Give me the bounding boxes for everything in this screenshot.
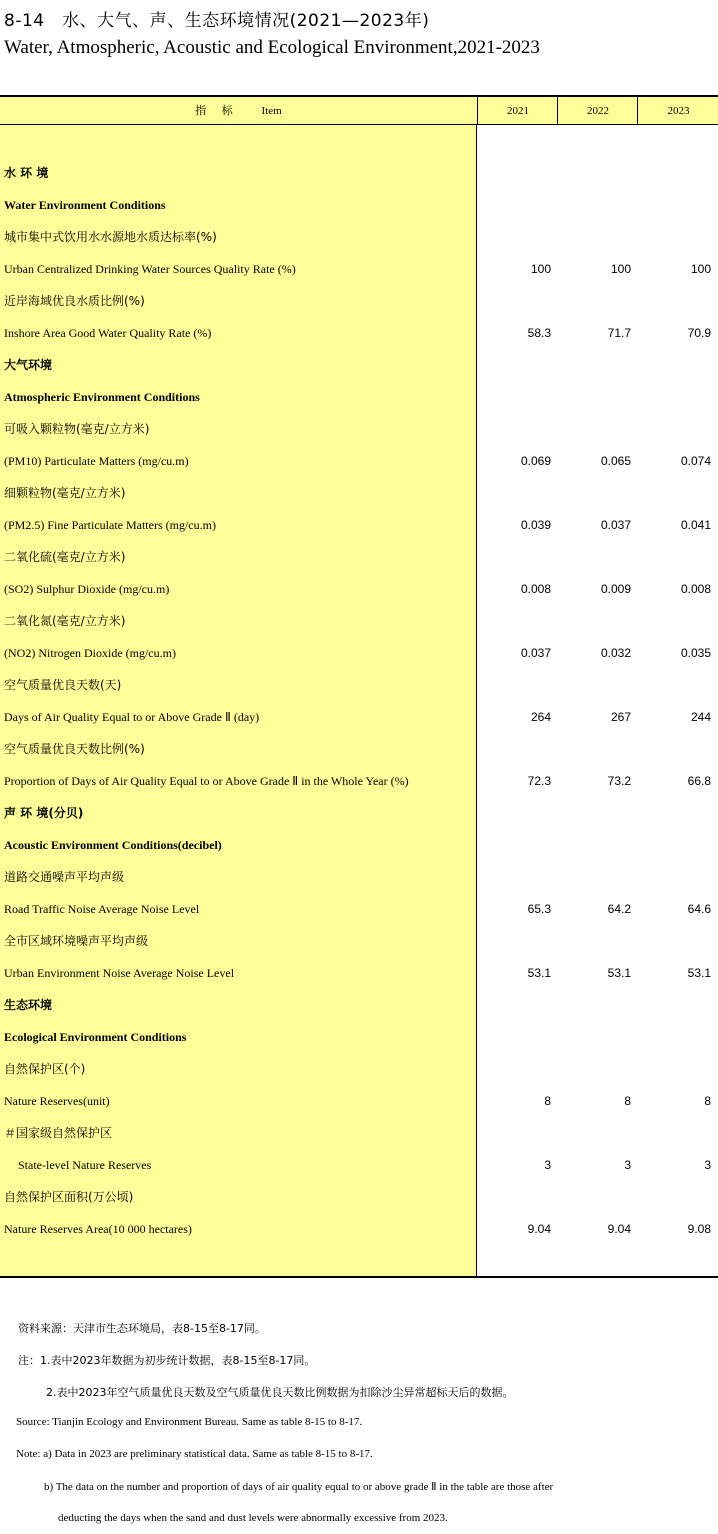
year-header-2021: 2021 [477,97,558,125]
row-label: 水 环 境 [4,166,49,180]
row-value-2023 [637,285,711,317]
row-value-2023 [637,1021,711,1053]
row-label: 空气质量优良天数比例(%) [4,742,145,756]
table-row [0,509,718,541]
row-value-2023 [637,1181,711,1213]
row-label: Ecological Environment Conditions [4,1030,187,1044]
row-value-2022: 0.009 [600,582,631,596]
row-label: 自然保护区面积(万公顷) [4,1190,134,1204]
row-value-2022 [557,829,631,861]
row-value-2022 [557,797,631,829]
row-value-2021: 58.3 [527,326,551,340]
row-value-2023 [637,349,711,381]
table-row [0,829,718,861]
table-rows [0,157,718,1245]
row-value-2023 [637,669,711,701]
row-label: Proportion of Days of Air Quality Equal to or Above Grade Ⅱ in the Whole Year (%) [4,774,409,788]
row-value-2023: 244 [690,710,711,724]
row-value-2021: 65.3 [527,902,551,916]
row-label: Days of Air Quality Equal to or Above Grade Ⅱ (day) [4,710,260,724]
note-source-en: Source: Tianjin Ecology and Environment Bureau. Same as table 8-15 to 8-17. [16,1416,363,1428]
row-label: 空气质量优良天数(天) [4,678,122,692]
row-label: Urban Environment Noise Average Noise Level [4,966,235,980]
table-row [0,317,718,349]
note-a-en: Note: a) Data in 2023 are preliminary statistical data. Same as table 8-15 to 8-17. [16,1448,373,1460]
table-bottom-rule [0,1276,718,1278]
row-value-2021 [477,1021,551,1053]
table-row [0,1149,718,1181]
table-row [0,765,718,797]
row-value-2023: 0.041 [680,518,711,532]
row-value-2023: 9.08 [687,1222,711,1236]
row-value-2023 [637,157,711,189]
row-value-2023 [637,1117,711,1149]
row-value-2022 [557,477,631,509]
table-header [0,95,718,125]
row-value-2023: 66.8 [687,774,711,788]
row-label: 二氧化氮(毫克/立方米) [4,614,126,628]
row-value-2021: 264 [530,710,551,724]
note-1-cn: 注：1.表中2023年数据为初步统计数据，表8-15至8-17同。 [18,1354,316,1367]
row-value-2021: 3 [544,1158,551,1172]
table-row [0,925,718,957]
table-row [0,189,718,221]
note-source-cn: 资料来源：天津市生态环境局，表8-15至8-17同。 [18,1322,266,1335]
note-b-en: b) The data on the number and proportion of days of air quality equal to or above grade Ⅱ in the table are those after [44,1481,554,1493]
row-value-2022: 0.065 [600,454,631,468]
year-header-2022: 2022 [557,97,638,125]
row-value-2023: 0.035 [680,646,711,660]
row-value-2021 [477,285,551,317]
row-value-2023: 0.008 [680,582,711,596]
row-value-2022 [557,1181,631,1213]
row-label: Road Traffic Noise Average Noise Level [4,902,200,916]
table-row [0,477,718,509]
row-value-2023: 0.074 [680,454,711,468]
row-label: 声 环 境(分贝) [4,806,84,820]
row-value-2021 [477,605,551,637]
row-value-2022 [557,1021,631,1053]
row-label: Acoustic Environment Conditions(decibel) [4,838,222,852]
row-value-2022 [557,669,631,701]
row-label: 生态环境 [4,998,53,1012]
row-value-2022: 64.2 [607,902,631,916]
note-2-cn: 2.表中2023年空气质量优良天数及空气质量优良天数比例数据为扣除沙尘异常超标天后的数据。 [46,1386,514,1399]
row-value-2023: 3 [704,1158,711,1172]
row-label: 道路交通噪声平均声级 [4,870,125,884]
row-value-2023: 100 [690,262,711,276]
row-label: Nature Reserves Area(10 000 hectares) [4,1222,192,1236]
page-title-english: Water, Atmospheric, Acoustic and Ecological Environment,2021-2023 [4,37,540,58]
table-row [0,221,718,253]
row-value-2022 [557,733,631,765]
row-value-2021 [477,989,551,1021]
row-value-2023: 70.9 [687,326,711,340]
row-label: 城市集中式饮用水水源地水质达标率(%) [4,230,217,244]
table-row [0,1021,718,1053]
row-value-2023: 8 [704,1094,711,1108]
table-row [0,1085,718,1117]
row-value-2022 [557,605,631,637]
year-header-2023: 2023 [637,97,718,125]
note-b-cont-en: deducting the days when the sand and dust levels were abnormally excessive from 2023. [58,1512,448,1524]
row-label: (SO2) Sulphur Dioxide (mg/cu.m) [4,582,170,596]
row-value-2021 [477,829,551,861]
row-value-2021 [477,1117,551,1149]
table-row [0,701,718,733]
row-value-2021 [477,157,551,189]
table-row [0,605,718,637]
row-value-2022: 9.04 [607,1222,631,1236]
table-row [0,381,718,413]
table-row [0,413,718,445]
table-row [0,157,718,189]
row-label: 近岸海域优良水质比例(%) [4,294,145,308]
row-label: 大气环境 [4,358,53,372]
row-value-2022 [557,541,631,573]
row-value-2023 [637,1053,711,1085]
row-value-2021 [477,541,551,573]
row-value-2023 [637,541,711,573]
table-row [0,861,718,893]
page-title-chinese: 8-14 水、大气、声、生态环境情况(2021—2023年) [4,11,430,31]
row-value-2021 [477,669,551,701]
row-value-2023 [637,989,711,1021]
row-value-2023 [637,733,711,765]
row-value-2022 [557,1053,631,1085]
row-value-2022 [557,861,631,893]
row-value-2022 [557,189,631,221]
row-label: 全市区域环境噪声平均声级 [4,934,149,948]
table-row [0,1117,718,1149]
row-value-2023 [637,189,711,221]
row-value-2021 [477,925,551,957]
row-value-2022: 0.037 [600,518,631,532]
row-value-2022: 71.7 [607,326,631,340]
row-label: (PM2.5) Fine Particulate Matters (mg/cu.m) [4,518,216,532]
row-value-2023 [637,605,711,637]
table-row [0,669,718,701]
table-row [0,285,718,317]
row-value-2022 [557,989,631,1021]
row-value-2023 [637,797,711,829]
row-value-2023 [637,477,711,509]
table-row [0,573,718,605]
table-row [0,1213,718,1245]
row-label: Urban Centralized Drinking Water Sources Quality Rate (%) [4,262,296,276]
table-row [0,797,718,829]
row-value-2021: 9.04 [527,1222,551,1236]
indicator-header [0,97,477,125]
table-row [0,541,718,573]
row-label: Water Environment Conditions [4,198,166,212]
row-value-2023 [637,861,711,893]
row-value-2023 [637,925,711,957]
row-label: ＃国家级自然保护区 [4,1126,113,1140]
row-value-2022: 0.032 [600,646,631,660]
row-label: 自然保护区(个) [4,1062,86,1076]
table-row [0,1181,718,1213]
table-body [0,125,718,1277]
row-value-2022 [557,221,631,253]
row-label: Atmospheric Environment Conditions [4,390,200,404]
row-value-2022 [557,381,631,413]
row-value-2022 [557,157,631,189]
table-row [0,637,718,669]
row-value-2022: 73.2 [607,774,631,788]
row-value-2021 [477,413,551,445]
row-value-2023 [637,413,711,445]
table-row [0,445,718,477]
row-value-2021 [477,381,551,413]
indicator-header-cn: 指 标 [195,104,239,117]
row-value-2021: 0.037 [520,646,551,660]
table-row [0,989,718,1021]
row-value-2021 [477,733,551,765]
row-value-2022: 100 [610,262,631,276]
row-value-2021: 53.1 [527,966,551,980]
row-value-2021 [477,189,551,221]
row-value-2021: 72.3 [527,774,551,788]
row-label: 细颗粒物(毫克/立方米) [4,486,126,500]
table-row [0,349,718,381]
row-value-2023 [637,221,711,253]
row-value-2022: 3 [624,1158,631,1172]
table-row [0,1053,718,1085]
row-value-2021 [477,1053,551,1085]
row-value-2021 [477,221,551,253]
row-label: (PM10) Particulate Matters (mg/cu.m) [4,454,189,468]
row-value-2023 [637,381,711,413]
row-value-2021: 0.008 [520,582,551,596]
row-value-2021 [477,797,551,829]
row-value-2023 [637,829,711,861]
row-value-2022 [557,925,631,957]
row-value-2022: 8 [624,1094,631,1108]
table-row [0,253,718,285]
row-label: Inshore Area Good Water Quality Rate (%) [4,326,212,340]
table-row [0,733,718,765]
row-value-2022: 267 [610,710,631,724]
row-value-2022: 53.1 [607,966,631,980]
row-value-2021 [477,1181,551,1213]
row-value-2021: 0.069 [520,454,551,468]
row-value-2021: 8 [544,1094,551,1108]
row-label: 可吸入颗粒物(毫克/立方米) [4,422,150,436]
row-value-2022 [557,285,631,317]
row-value-2021: 100 [530,262,551,276]
row-label: (NO2) Nitrogen Dioxide (mg/cu.m) [4,646,176,660]
indicator-header-en: Item [261,105,282,117]
row-value-2022 [557,1117,631,1149]
row-value-2021 [477,477,551,509]
row-value-2022 [557,349,631,381]
row-value-2021: 0.039 [520,518,551,532]
table-row [0,893,718,925]
row-value-2021 [477,861,551,893]
row-value-2022 [557,413,631,445]
table-row [0,957,718,989]
row-value-2021 [477,349,551,381]
row-value-2023: 64.6 [687,902,711,916]
row-label: Nature Reserves(unit) [4,1094,110,1108]
row-label: 二氧化硫(毫克/立方米) [4,550,126,564]
row-label: State-level Nature Reserves [18,1158,152,1172]
row-value-2023: 53.1 [687,966,711,980]
